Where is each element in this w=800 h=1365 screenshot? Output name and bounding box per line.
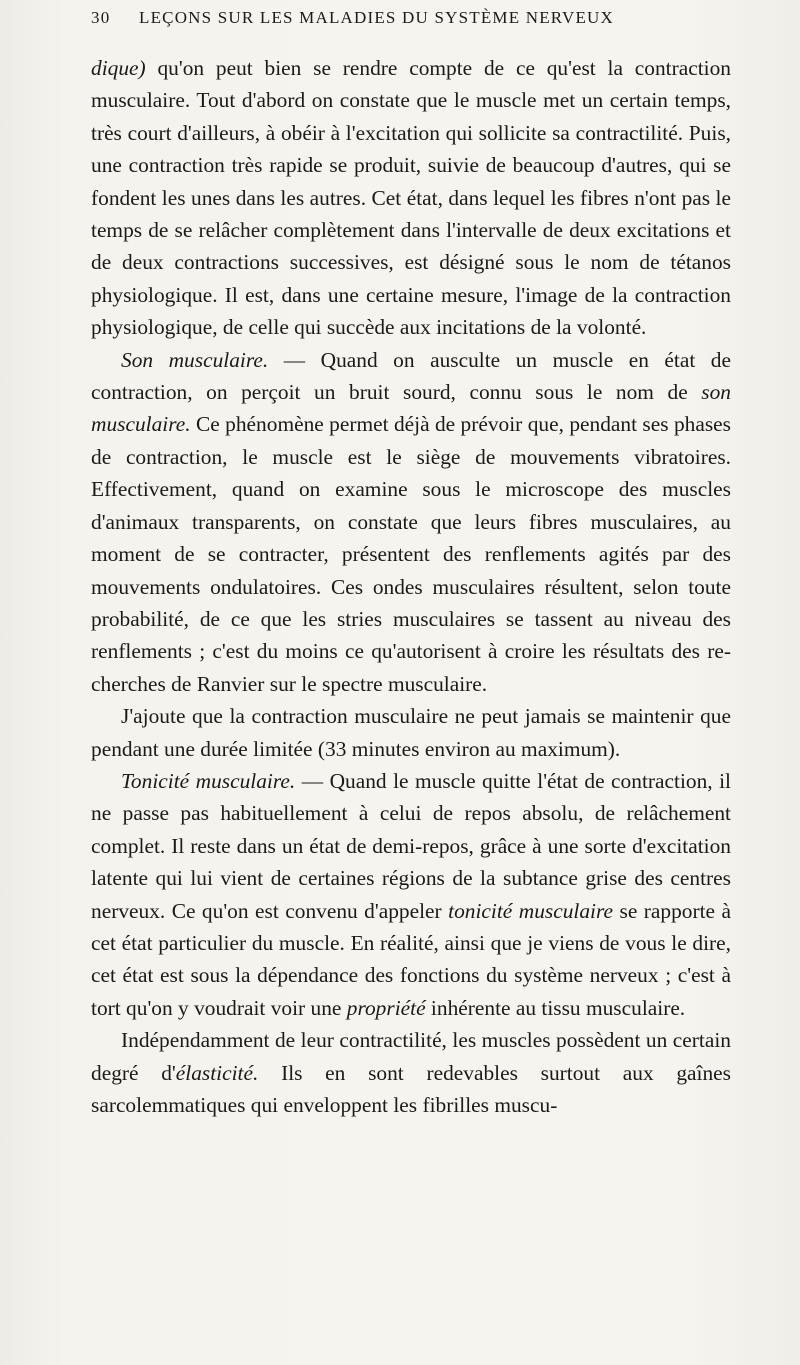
text-run: qu'on peut bien se rendre compte de ce qu'est la contraction musculaire. Tout d'abord on constate que le muscle met un certain temps, très court d'ailleurs, à obéir à l'excitation qui sollicite sa contractilité. Puis, une contraction très rapide se produit, suivie de beaucoup d'autres, qui se fondent les unes dans les autres. Cet état, dans lequel les fibres n'ont pas le temps de se relâcher complètement dans l'intervalle de deux excitations et de deux contractions successives, est désigné sous le nom de tétanos physiologique. Il est, dans une certaine mesure, l'image de la contraction physiologique, de celle qui succède aux incitations de la volonté. — [91, 56, 731, 340]
section-heading-son-musculaire: Son musculaire. — [121, 347, 269, 372]
text-run: inhérente au tissu musculaire. — [425, 995, 686, 1020]
italic-text: son musculaire. — [91, 380, 731, 437]
running-title: LEÇONS SUR LES MALADIES DU SYSTÈME NERVEUX — [139, 8, 615, 27]
italic-text: tonicité musculaire — [448, 898, 614, 923]
body-text — [91, 52, 731, 1121]
paragraph — [91, 52, 731, 344]
italic-text: élasticité. — [175, 1060, 259, 1085]
text-run: Ce phénomène permet déjà de prévoir que, pendant ses phases de contraction, le muscle est le siège de mouvements vibratoires. Effectivement, quand on examine sous le microscope des muscles d'animaux transparents, on constate que leurs fibres musculaires, au moment de se contracter, présentent des renflements agités par des mouvements ondulatoires. Ces ondes musculaires résultent, selon toute probabilité, de ce que les stries musculaires se tassent au niveau des renflements ; c'est du moins ce qu'autorisent à croire les résultats des recherches de Ranvier sur le spectre musculaire. — [91, 412, 731, 696]
text-run: — Quand on ausculte un muscle en état de contraction, on perçoit un bruit sourd, connu sous le nom de — [91, 347, 731, 405]
italic-text: propriété — [346, 995, 426, 1020]
text-run: se rapporte à cet état particulier du muscle. En réalité, ainsi que je viens de vous le dire, cet état est sous la dépendance des fonctions du système nerveux ; c'est à tort qu'on y voudrait voir une — [91, 898, 731, 1020]
text-run: J'ajoute que la contraction musculaire ne peut jamais se maintenir que pendant une durée limitée (33 minutes environ au maximum). — [91, 704, 731, 761]
running-header — [91, 8, 731, 38]
paragraph — [91, 1024, 731, 1121]
section-heading-tonicite: Tonicité musculaire. — [121, 768, 296, 793]
paragraph — [91, 700, 731, 765]
italic-text: dique) — [91, 56, 146, 80]
text-run: — Quand le muscle quitte l'état de contraction, il ne passe pas habituellement à celui de repos absolu, de relâchement complet. Il reste dans un état de demi-repos, grâce à une sorte d'excitation latente qui lui vient de certaines régions de la subtance grise des centres nerveux. Ce qu'on est convenu d'appeler — [91, 768, 731, 923]
paragraph — [91, 765, 731, 1024]
paragraph — [91, 344, 731, 700]
text-run: Ils en sont redevables surtout aux gaînes sarcolemmatiques qui enveloppent les fibrilles muscu- — [91, 1060, 732, 1117]
text-run: Indépendamment de leur contractilité, les muscles possèdent un certain degré d' — [91, 1028, 731, 1085]
page-number: 30 — [91, 8, 111, 27]
